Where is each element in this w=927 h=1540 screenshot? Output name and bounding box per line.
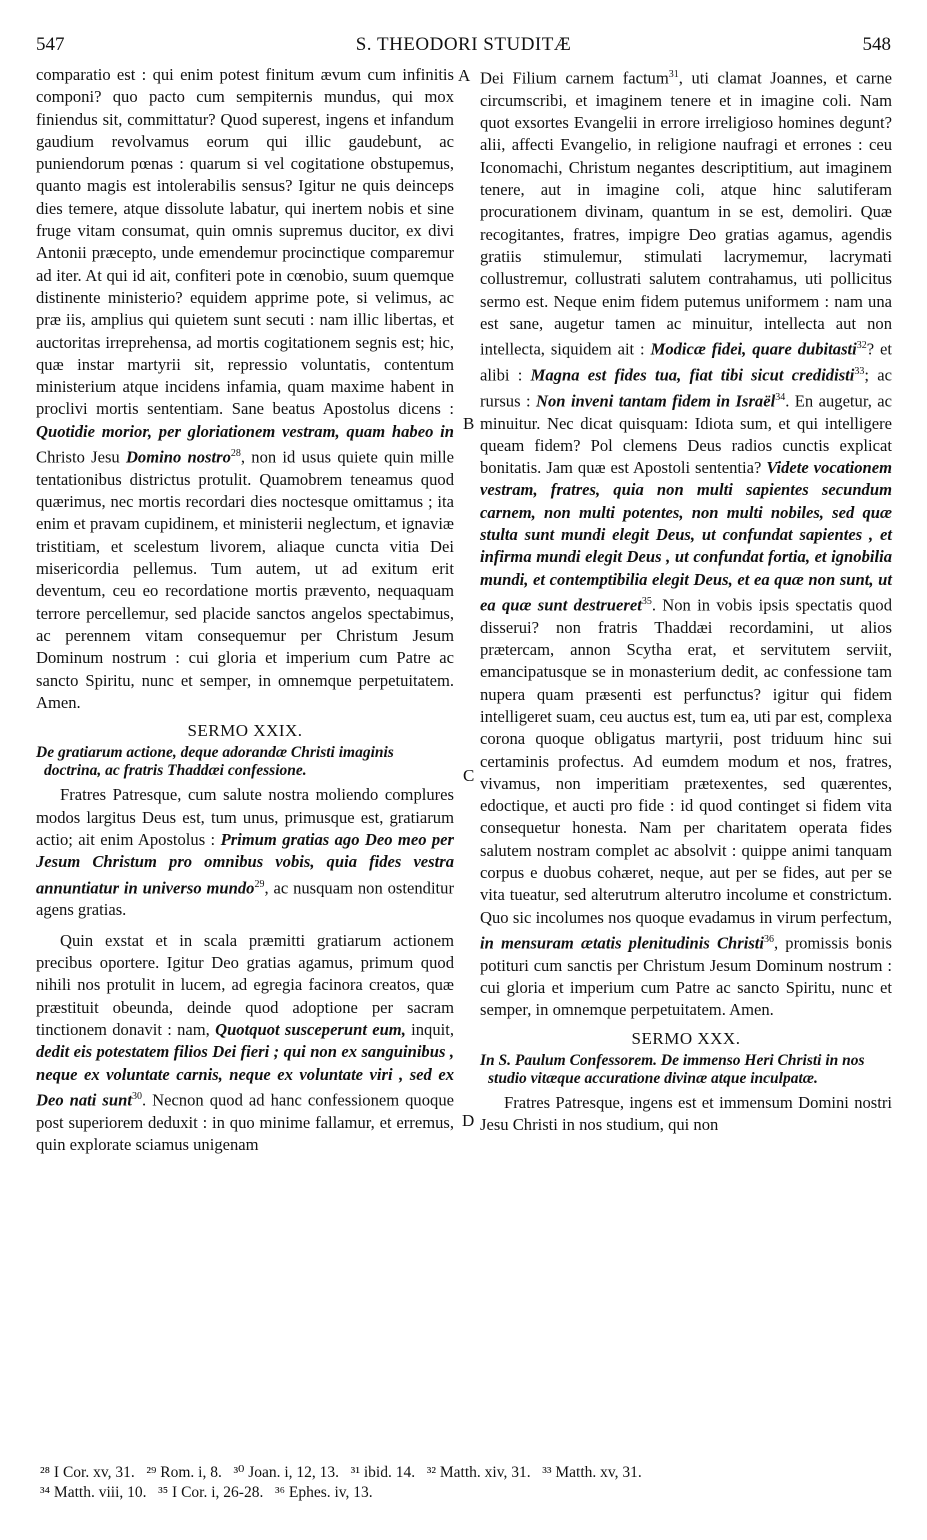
margin-letter-c: C [463,766,475,785]
running-title: S. THEODORI STUDITÆ [355,34,572,55]
left-column [36,64,454,1156]
left-paragraph-3: Quin exstat et in scala præmitti gratiarum actionem precibus oportere. Igitur Deo gratias agamus, primum quod nihili nos protulit in lucem, ad egregia facinora creatos, quæ præstituit obeunda, deinde quod adoptione per sacram tinctionem donavit : nam, Quotquot susceperunt eum, inquit, dedit eis potestatem filios Dei fieri ; qui non ex sanguinibus , neque ex voluntate carnis, neque ex voluntate viri , sed ex Deo nati sunt$^{30}$. Necnon quod ad hanc confessionem quoque post superiorem deduxit : in quo minime fallamur, et erremus, quin explorate sciamus unigenam [36,930,454,1154]
footnote-line-2: ³⁴ Matth. viii, 10. ³⁵ I Cor. i, 26-28. ³⁶ Ephes. iv, 13. [40,1484,373,1501]
footnote-line-1: ²⁸ I Cor. xv, 31. ²⁹ Rom. i, 8. ³⁰ Joan. i, 12, 13. ³¹ ibid. 14. ³² Matth. xiv, 31. ³³ Matth. xv, 31. [40,1464,642,1481]
margin-letter-a: A [458,66,471,85]
footnotes [40,1463,900,1503]
running-header [36,34,891,60]
margin-letter-b: B [463,414,475,433]
right-page-number: 548 [862,34,891,55]
right-paragraph-2: Fratres Patresque, ingens est et immensum Domini nostri Jesu Christi in nos studium, qui non [480,1092,892,1135]
sermo-xxx-title: SERMO XXX. [631,1028,741,1048]
left-paragraph-2: Fratres Patresque, cum salute nostra moliendo complures modos largitus Deus est, tum unus, primusque est, gratiarum actio; ait enim Apostolus : Primum gratias ago Deo meo per Jesum Christum pro omnibus vobis, quia fides vestra annuntiatur in universo mundo$^{29}$, ac nusquam non ostenditur agens gratias. [36,785,454,920]
margin-letter-d: D [462,1111,475,1130]
sermo-xxx-subtitle: In S. Paulum Confessorem. De immenso Heri Christi in nos studio vitæque accuratione divinæ atque inculpatæ. [480,1051,865,1087]
right-column [480,64,892,1137]
left-paragraph-1: comparatio est : qui enim potest finitum ævum cum infinitis componi? quo pacto cum sempiternis mundus, qui mox finiendus sit, committatur? Quod superest, ingens et infandum gaudium revolvamus eorum qui illic gaudebunt, ac puniendorum pœnas : quarum si vel cogitatione obstupemus, quanto magis est intolerabilis sensus? Igitur ne quis deinceps dies temere, atque dissolute labatur, qui inertem nobis et sine fruge vitam consumat, quin omnis supremus ducitor, ex divi Antonii præcepto, unde emendemur procinctique comparemur ad iter. At qui id ait, confiteri pote in cœnobio, suum quemque distinente ministerio? equidem apprime pote, si velimus, ac præ iis, amplius qui quietem sunt secuti : nam illic libertas, et auctoritas irreprehensa, ad mortis cogitationem segnis est; hic, quæ instar martyrii sit, repressio voluntatis, contentum ministerium atque incidens infamia, quam maxime habent in proclivi mortis sententiam. Sane beatus Apostolus dicens : Quotidie morior, per gloriationem vestram, quam habeo in Christo Jesu Domino nostro$^{28}$, non id usus quiete quin mille tentationibus districtus protulit. Quamobrem teneamus quod quærimus, nec mortis recordari dies noctesque omittamus ; ita enim et pravam cupidinem, et ministerii neglectum, et ignaviæ tristitiam, et scelestum livorem, aliaque cuncta vitia Dei misericordia pellemus. Tum autem, ut ad exitum erit deventum, ceu eo recordatione mortis prævento, nequaquam terrore percellemur, sed placide sanctos angelos spectabimus, ac perennem vitam consequemur per Christum Jesum Dominum nostrum : cui gloria et imperium cum Patre ac sancto Spiritu, nunc et semper, in omnemque perpetuitatem. Amen. [36,65,454,712]
sermo-xxix-title: SERMO XXIX. [187,721,303,741]
sermo-xxix-subtitle: De gratiarum actione, deque adorandæ Christi imaginis doctrina, ac fratris Thaddæi confessione. [36,744,394,780]
left-page-number: 547 [36,34,65,55]
right-paragraph-1: Dei Filium carnem factum$^{31}$, uti clamat Joannes, et carne circumscribi, et imaginem tenere et in imagine coli. Nam quot exsortes Evangelii in errore irreligioso homines degunt? alii, affecti Evangelio, in religione naufragi et errones : ceu Iconomachi, Christum negantes descriptitium, aut imaginem tenere, aut in imagine coli, atque hinc salutiferam procurationem divinam, quantum in se est, demoliri. Quæ recogitantes, fratres, impigre Deo gratias agamus, agendis gratiis stimulemur, stimulati lacrymemur, lacrymati collustremur, collustrati salutem contrahamus, uti pollicitus sermo est. Neque enim fidem putemus uniformem : nam una est sane, augetur tamen ac minuitur, intellecta aut non intellecta, siquidem ait : Modicæ fidei, quare dubitasti$^{32}$? et alibi : Magna est fides tua, fiat tibi sicut credidisti$^{33}$; ac rursus : Non inveni tantam fidem in Israël$^{34}$. En augetur, ac minuitur. Nec dicat quisquam: Idiota sum, et qui intelligere queam fidem? Pol clemens Deus radios cunctis explicat bonitatis. Jam quæ est Apostoli sententia? Videte vocationem vestram, fratres, quia non multi sapientes secundum carnem, non multi potentes, non multi nobiles, sed quæ stulta sunt mundi elegit Deus, ut confundat sapientes , et infirma mundi elegit Deus , ut confundat fortia, et ignobilia mundi, et contemptibilia elegit Deus, et ea quæ non sunt, ut ea quæ sunt destrueret$^{35}$. Non in vobis ipsis spectatis quod disserui? non fratris Thaddæi recordamini, ut alios prætercam, annon Scytha erat, et servitutem serviit, emancipatusque se in monasterium dedit, ac confessione tam nupera quam præsenti est perfunctus? igitur qui fidem intelligeret suam, ceu auctus est, tum ea, uti par est, complexa corona quoque obligatus martyrii, post triduum hinc sui certaminis profectus. Ad eumdem modum et nos, fratres, vivamus, non imperitiam prætexentes, sed quærentes, edoctique, et aucti pro fide : id quod continget si fidem vita consequetur honesta. Nam per charitatem operata fides salutem nostram complet ac absolvit : quippe animi tanquam corpus e duobus cohæret, neque, aut per se fides, aut per se vita tueatur, sed alterutrum alterutro incolume et constrictum. Quo sic incolumes nos quoque evadamus in virum perfectum, in mensuram ætatis plenitudinis Christi$^{36}$, promissis bonis potituri cum sanctis per Christum Jesum Dominum nostrum : cui gloria et imperium cum Patre ac sancto Spiritu, nunc et semper, in omnemque perpetuitatem. Amen. [480,68,893,1020]
